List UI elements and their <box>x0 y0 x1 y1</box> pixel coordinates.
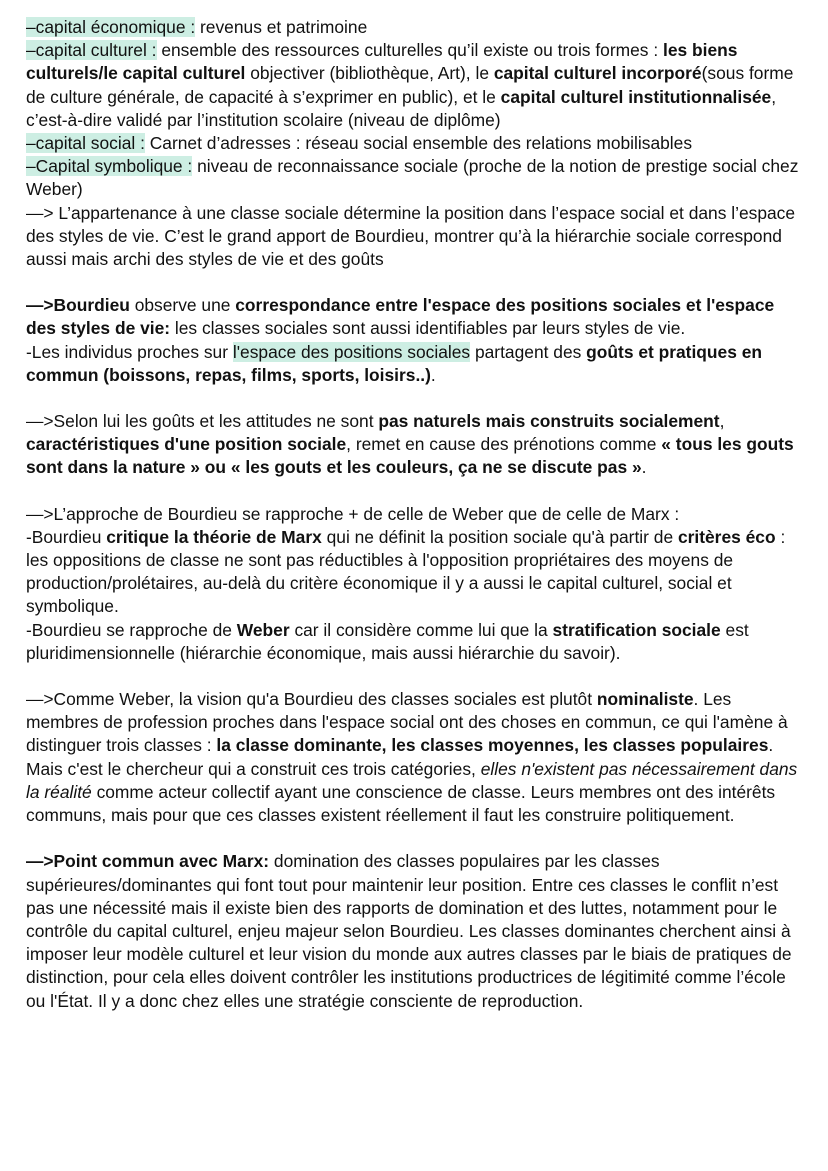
highlight: –capital économique : <box>26 17 196 37</box>
weber-paragraph: -Bourdieu se rapproche de Weber car il considère comme lui que la stratification sociale est pluridimensionnelle (hiérarchie économique, mais aussi hiérarchie du savoir). <box>26 619 749 663</box>
capital-social: –capital social : Carnet d’adresses : réseau social ensemble des relations mobilisables <box>26 133 693 154</box>
spacer <box>26 665 806 688</box>
spacer <box>26 480 806 503</box>
highlight: –capital culturel : <box>26 40 157 61</box>
marx-paragraph: —>Point commun avec Marx: domination des classes populaires par les classes supérieures/dominantes qui font tout pour maintenir leur position. Entre ces classes le conflit n’est pas une nécessité mais il existe bien des rapports de domination et des luttes, notamment pour le contrôle du capital culturel, enjeu majeur selon Bourdieu. Les classes dominantes cherchent ainsi à imposer leur modèle culturel et leur vision du monde aux autres classes par le biais de pratiques de distinction, pour cela elles doivent contrôler les institutions productrices de légitimité comme l’école ou l'État. Il y a donc chez elles une stratégie consciente de reproduction. <box>26 851 792 1011</box>
spacer <box>26 387 806 410</box>
critique-marx-paragraph: -Bourdieu critique la théorie de Marx qui ne définit la position sociale qu'à partir de critères éco : les oppositions de classe ne sont pas réductibles à l'opposition propriétaires des moyens de production/prolétaires, au-delà du critère économique il y a aussi le capital culturel, social et symbolique. <box>26 526 786 617</box>
highlight: l'espace des positions sociales <box>232 341 471 362</box>
appartenance-paragraph: —> L’appartenance à une classe sociale détermine la position dans l’espace social et dans l’espace des styles de vie. C’est le grand apport de Bourdieu, montrer qu’à la hiérarchie sociale correspond aussi mais archi des styles de vie et des goûts <box>26 202 796 270</box>
highlight: –capital social : <box>26 133 145 154</box>
highlight: –Capital symbolique : <box>26 156 193 177</box>
correspondance-paragraph: —>Bourdieu observe une correspondance entre l'espace des positions sociales et l'espace des styles de vie: les classes sociales sont aussi identifiables par leurs styles de vie. <box>26 295 775 339</box>
section-correspondance <box>26 294 806 387</box>
gouts-paragraph: —>Selon lui les goûts et les attitudes ne sont pas naturels mais construits socialement, caractéristiques d'une position sociale, remet en cause des prénotions comme « tous les gouts sont dans la nature » ou « les gouts et les couleurs, ça ne se discute pas ». <box>26 411 794 478</box>
capital-symbolique: –Capital symbolique : niveau de reconnaissance sociale (proche de la notion de prestige social chez Weber) <box>26 156 799 200</box>
spacer <box>26 271 806 294</box>
section-capitaux <box>26 16 806 271</box>
section-approche <box>26 503 806 665</box>
capital-economique: –capital économique : revenus et patrimoine <box>26 17 368 37</box>
approche-intro: —>L’approche de Bourdieu se rapproche + de celle de Weber que de celle de Marx : <box>26 503 680 524</box>
nominaliste-paragraph: —>Comme Weber, la vision qu'a Bourdieu des classes sociales est plutôt nominaliste. Les membres de profession proches dans l'espace social ont des choses en commun, ce qui l'amène à distinguer trois classes : la classe dominante, les classes moyennes, les classes populaires. Mais c'est le chercheur qui a construit ces trois catégories, elles n'existent pas nécessairement dans la réalité comme acteur collectif ayant une conscience de classe. Leurs membres ont des intérêts communs, mais pour que ces classes existent réellement il faut les construire politiquement. <box>26 689 798 826</box>
capital-culturel: –capital culturel : ensemble des ressources culturelles qu’il existe ou trois formes : les biens culturels/le capital culturel objectiver (bibliothèque, Art), le capital culturel incorporé(sous forme de culture générale, de capacité à s’exprimer en public), et le capital culturel institutionnalisée, c’est-à-dire validé par l’institution scolaire (niveau de diplôme) <box>26 40 794 130</box>
spacer <box>26 827 806 850</box>
individus-paragraph: -Les individus proches sur l'espace des positions sociales partagent des goûts et pratiques en commun (boissons, repas, films, sports, loisirs..). <box>26 341 763 385</box>
